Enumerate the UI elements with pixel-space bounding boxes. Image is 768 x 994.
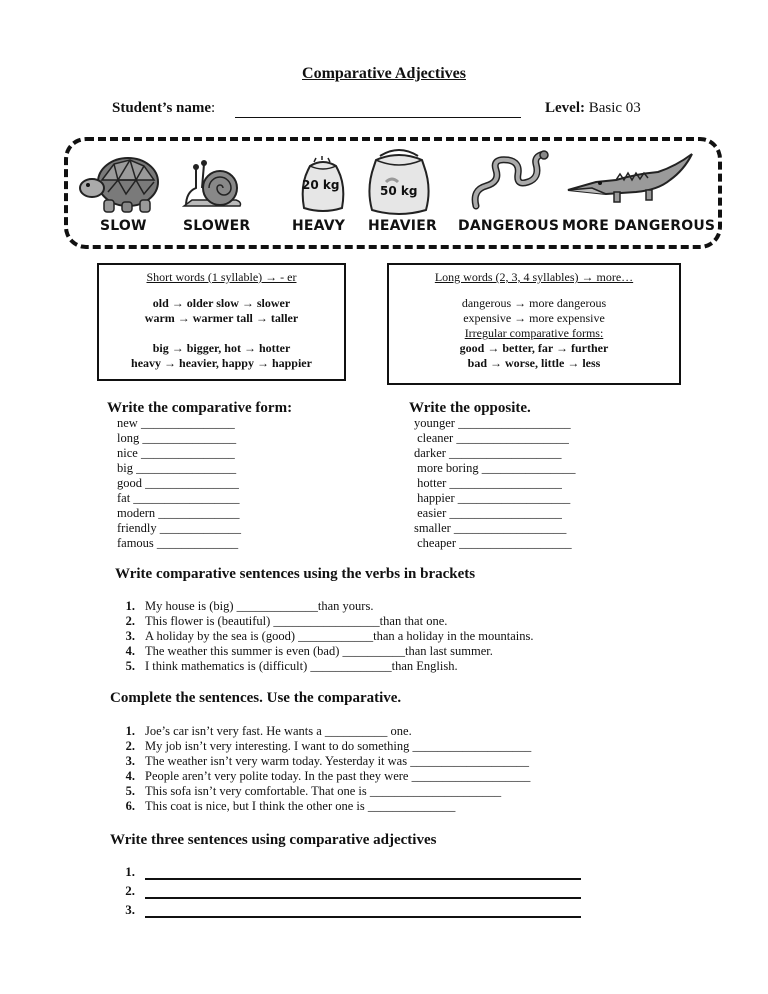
item-text: This coat is nice, but I think the other one is ______________ [145,799,456,813]
item-text: The weather isn’t very warm today. Yesterday it was ___________________ [145,754,529,768]
short-words-heading: Short words (1 syllable) → - er [146,270,297,284]
list-item[interactable]: younger __________________ [414,416,571,430]
opposite-list [414,416,575,551]
item-text: My job isn’t very interesting. I want to do something ___________________ [145,739,532,753]
list-item[interactable] [109,599,534,614]
sentence-list [109,599,534,674]
level-row [545,100,641,117]
list-item[interactable] [109,769,531,784]
section-heading: Complete the sentences. Use the comparative. [110,690,402,706]
caption-heavier: HEAVIER [368,218,437,234]
item-number: 5. [125,784,135,798]
irregular-heading: Irregular comparative forms: [464,326,604,340]
list-item[interactable] [109,724,531,739]
item-number: 2. [125,883,135,898]
list-item[interactable] [109,644,534,659]
item-text: This sofa isn’t very comfortable. That one is _____________________ [145,784,502,798]
page-title: Comparative Adjectives [302,65,466,82]
answer-line[interactable] [145,884,581,899]
caption-slow: SLOW [100,218,147,234]
long-rule-line: bad → worse, little → less [467,356,601,370]
item-text: My house is (big) _____________than yours. [145,599,374,613]
long-rule-line: dangerous → more dangerous [461,296,607,310]
long-rule-line: good → better, far → further [459,341,609,355]
list-item[interactable] [109,799,531,814]
snake-icon [470,150,550,212]
student-name-colon: : [211,100,216,116]
list-item[interactable]: cheaper __________________ [414,536,572,550]
list-item[interactable]: darker __________________ [414,446,562,460]
list-item[interactable]: easier __________________ [414,506,562,520]
sentence-list [109,724,531,814]
item-number: 1. [125,599,135,613]
item-text: Joe’s car isn’t very fast. He wants a __________ one. [145,724,412,738]
bag-weight-50: 50 kg [380,184,418,198]
list-item[interactable]: modern _____________ [117,506,240,520]
list-item[interactable]: fat _________________ [117,491,240,505]
item-number: 3. [125,902,135,917]
item-text: I think mathematics is (difficult) _____________than English. [145,659,458,673]
item-number: 2. [125,739,135,753]
list-item[interactable]: big ________________ [117,461,237,475]
list-item[interactable]: nice _______________ [117,446,235,460]
item-number: 6. [125,799,135,813]
list-item[interactable] [109,883,581,902]
short-rule-line: warm → warmer tall → taller [144,311,299,325]
caption-slower: SLOWER [183,218,251,234]
crocodile-icon [566,150,694,206]
bag-weight-20: 20 kg [302,178,340,192]
list-item[interactable] [109,902,581,921]
list-item[interactable]: more boring _______________ [414,461,576,475]
list-item[interactable]: hotter __________________ [414,476,562,490]
student-name-field[interactable] [235,100,521,118]
level-label: Level: [545,100,585,116]
item-text: The weather this summer is even (bad) __________than last summer. [145,644,493,658]
item-text: This flower is (beautiful) _________________than that one. [145,614,448,628]
section-heading: Write three sentences using comparative adjectives [110,832,437,848]
item-number: 4. [125,644,135,658]
list-item[interactable]: friendly _____________ [117,521,241,535]
item-number: 3. [125,629,135,643]
free-sentence-list [109,864,581,921]
level-value: Basic 03 [588,100,641,116]
answer-line[interactable] [145,865,581,880]
long-words-heading: Long words (2, 3, 4 syllables) → more… [434,270,634,284]
short-rule-line: big → bigger, hot → hotter [152,341,291,355]
section-heading: Write comparative sentences using the verbs in brackets [115,566,476,582]
list-item[interactable] [109,659,534,674]
list-item[interactable] [109,629,534,644]
list-item[interactable] [109,784,531,799]
opposite-heading: Write the opposite. [409,400,531,416]
snail-icon [182,158,244,210]
item-number: 2. [125,614,135,628]
list-item[interactable]: good _______________ [117,476,239,490]
caption-heavy: HEAVY [292,218,346,234]
comparative-form-heading: Write the comparative form: [107,400,293,416]
item-number: 5. [125,659,135,673]
caption-dangerous: DANGEROUS [458,218,560,234]
item-number: 1. [125,864,135,879]
list-item[interactable]: long _______________ [117,431,237,445]
item-number: 1. [125,724,135,738]
list-item[interactable] [109,739,531,754]
student-name-row [112,100,215,117]
item-number: 3. [125,754,135,768]
item-text: A holiday by the sea is (good) ____________than a holiday in the mountains. [145,629,534,643]
list-item[interactable] [109,864,581,883]
student-name-label: Student’s name [112,100,212,116]
list-item[interactable]: new _______________ [117,416,235,430]
list-item[interactable]: famous _____________ [117,536,239,550]
sack-icon [366,146,432,216]
turtle-icon [78,150,170,214]
long-words-rule-box [387,263,681,385]
short-rule-line: heavy → heavier, happy → happier [131,356,312,370]
list-item[interactable]: smaller __________________ [414,521,567,535]
caption-more-dangerous: MORE DANGEROUS [562,218,716,234]
short-words-rule-box [97,263,346,381]
list-item[interactable]: cleaner __________________ [414,431,569,445]
short-rule-line: old → older slow → slower [152,296,291,310]
comparative-form-list [117,416,241,551]
list-item[interactable] [109,754,531,769]
answer-line[interactable] [145,903,581,918]
list-item[interactable]: happier __________________ [414,491,571,505]
list-item[interactable] [109,614,534,629]
long-rule-line: expensive → more expensive [463,311,605,325]
item-number: 4. [125,769,135,783]
item-text: People aren’t very polite today. In the past they were ___________________ [145,769,531,783]
